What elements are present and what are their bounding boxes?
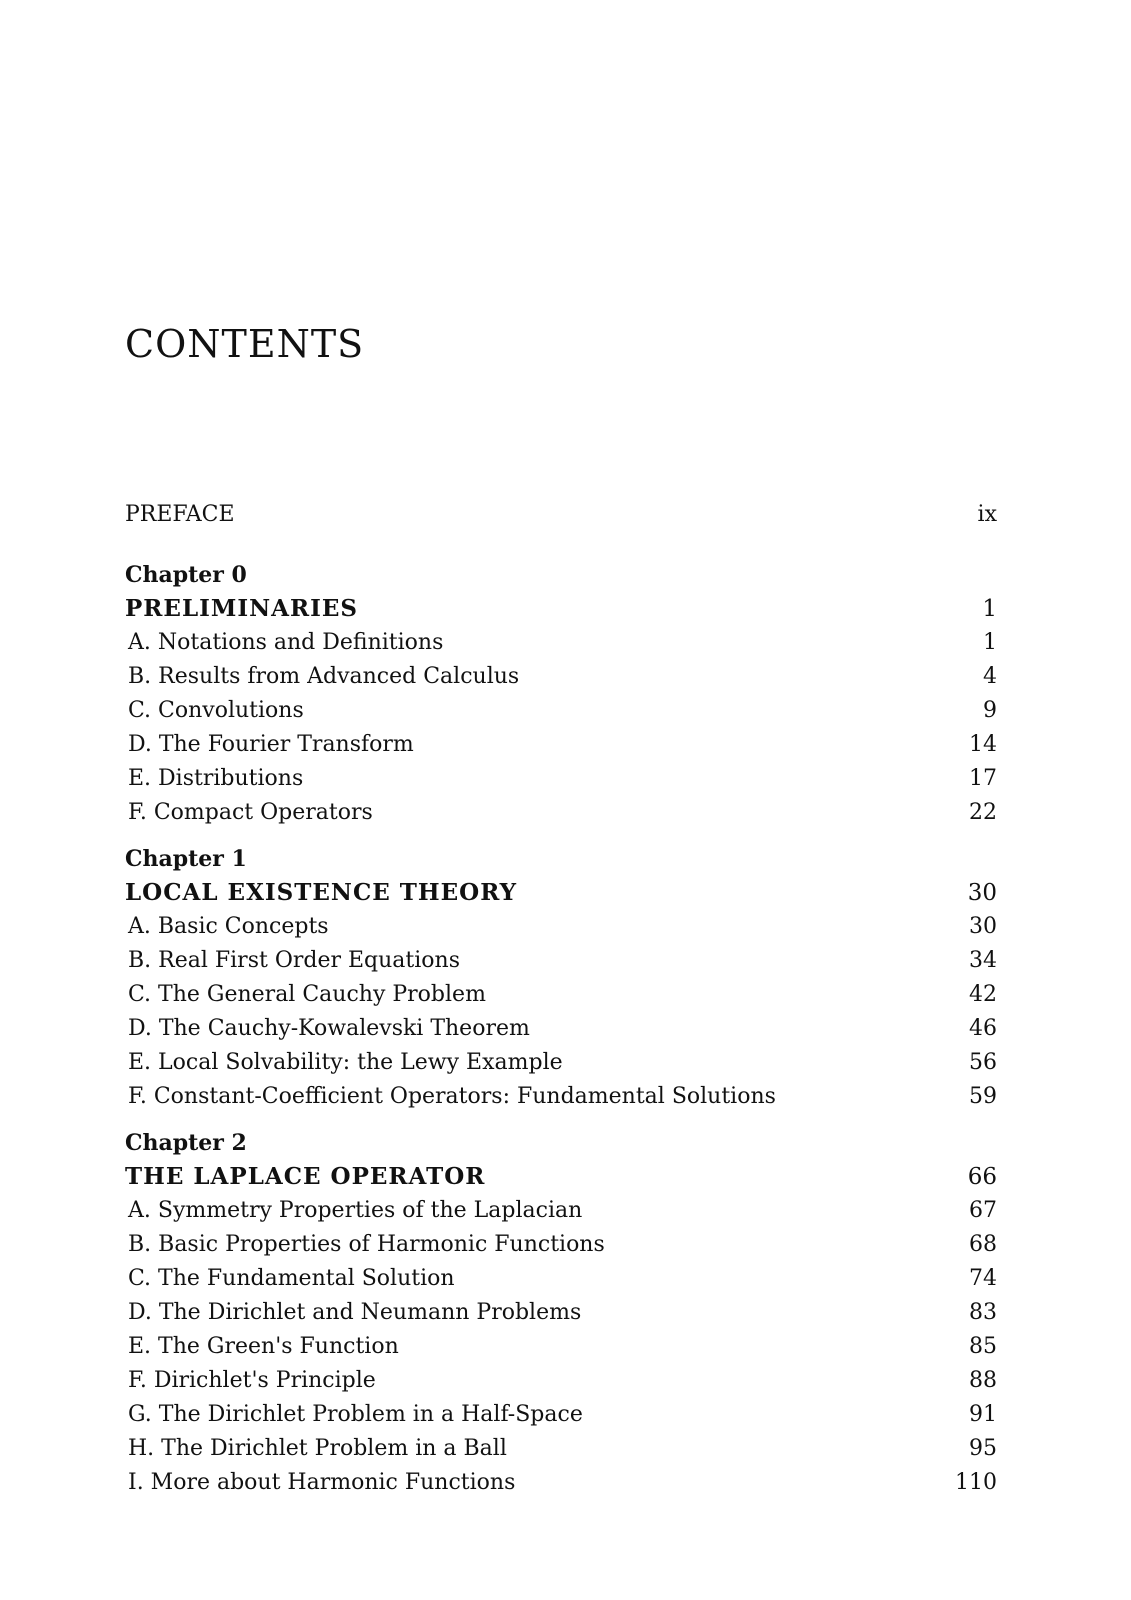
- toc-section-label: A. Symmetry Properties of the Laplacian: [128, 1198, 583, 1223]
- toc-chapter-page: 1: [982, 596, 997, 622]
- toc-section-page: 4: [983, 664, 997, 689]
- toc-section-row: [125, 1466, 997, 1500]
- toc-preface-row: [125, 498, 997, 532]
- toc-section-page: 22: [969, 800, 997, 825]
- toc-section-label: E. The Green's Function: [128, 1334, 399, 1359]
- toc-section-label: B. Real First Order Equations: [128, 948, 460, 973]
- toc-chapter-block: [125, 842, 997, 1114]
- toc-section-page: 91: [969, 1402, 997, 1427]
- toc-section-label: G. The Dirichlet Problem in a Half-Space: [128, 1402, 583, 1427]
- toc-chapter-title: THE LAPLACE OPERATOR: [125, 1163, 486, 1190]
- toc-chapters: [125, 558, 997, 1500]
- toc-preface-page: ix: [977, 502, 997, 527]
- toc-chapter-title: PRELIMINARIES: [125, 595, 358, 622]
- toc-section-page: 83: [969, 1300, 997, 1325]
- toc-section-label: C. The General Cauchy Problem: [128, 982, 486, 1007]
- toc-section-row: [125, 728, 997, 762]
- toc-section-page: 17: [969, 766, 997, 791]
- toc-chapter-page: 66: [967, 1164, 997, 1190]
- toc-chapter-title: LOCAL EXISTENCE THEORY: [125, 879, 518, 906]
- page-title: CONTENTS: [125, 322, 365, 366]
- toc-section-page: 74: [969, 1266, 997, 1291]
- toc-section-page: 59: [969, 1084, 997, 1109]
- toc-section-label: F. Constant-Coefficient Operators: Fundamental Solutions: [128, 1084, 776, 1109]
- toc-section-label: I. More about Harmonic Functions: [128, 1470, 516, 1495]
- toc-section-page: 110: [955, 1470, 997, 1495]
- toc-chapter-block: [125, 1126, 997, 1500]
- toc-section-row: [125, 1296, 997, 1330]
- toc-section-row: [125, 626, 997, 660]
- toc-section-page: 67: [969, 1198, 997, 1223]
- toc-section-row: [125, 762, 997, 796]
- toc-preface-label: PREFACE: [125, 502, 235, 527]
- toc-section-label: E. Local Solvability: the Lewy Example: [128, 1050, 563, 1075]
- toc-chapter-number: Chapter 1: [125, 846, 247, 872]
- toc-section-row: [125, 1194, 997, 1228]
- toc-section-row: [125, 978, 997, 1012]
- toc-section-label: D. The Cauchy-Kowalevski Theorem: [128, 1016, 530, 1041]
- toc-section-row: [125, 944, 997, 978]
- toc-section-label: C. Convolutions: [128, 698, 304, 723]
- toc-section-page: 46: [969, 1016, 997, 1041]
- toc-section-row: [125, 1080, 997, 1114]
- toc-chapter-number: Chapter 2: [125, 1130, 247, 1156]
- toc-section-label: B. Results from Advanced Calculus: [128, 664, 520, 689]
- toc-chapter-page: 30: [967, 880, 997, 906]
- toc-section-row: [125, 796, 997, 830]
- toc-chapter-number-row: [125, 1126, 997, 1160]
- toc-section-row: [125, 1228, 997, 1262]
- toc-chapter-number: Chapter 0: [125, 562, 247, 588]
- toc-section-row: [125, 1046, 997, 1080]
- toc-section-page: 88: [969, 1368, 997, 1393]
- toc-section-page: 30: [969, 914, 997, 939]
- toc-section-label: E. Distributions: [128, 766, 304, 791]
- toc-section-page: 9: [983, 698, 997, 723]
- toc-chapter-block: [125, 558, 997, 830]
- toc-section-label: D. The Dirichlet and Neumann Problems: [128, 1300, 582, 1325]
- toc-section-row: [125, 660, 997, 694]
- toc-section-row: [125, 1364, 997, 1398]
- toc-section-label: A. Notations and Definitions: [128, 630, 444, 655]
- toc-section-page: 95: [969, 1436, 997, 1461]
- toc-chapter-number-row: [125, 842, 997, 876]
- toc-section-label: B. Basic Properties of Harmonic Functions: [128, 1232, 605, 1257]
- toc-section-page: 68: [969, 1232, 997, 1257]
- toc-chapter-number-row: [125, 558, 997, 592]
- toc-section-row: [125, 1262, 997, 1296]
- table-of-contents: [125, 498, 997, 1512]
- toc-section-row: [125, 694, 997, 728]
- toc-section-row: [125, 1398, 997, 1432]
- toc-section-label: F. Compact Operators: [128, 800, 373, 825]
- toc-chapter-title-row: [125, 592, 997, 626]
- toc-section-page: 56: [969, 1050, 997, 1075]
- toc-section-label: D. The Fourier Transform: [128, 732, 414, 757]
- toc-section-page: 34: [969, 948, 997, 973]
- toc-section-page: 42: [969, 982, 997, 1007]
- toc-section-page: 85: [969, 1334, 997, 1359]
- toc-section-row: [125, 1330, 997, 1364]
- toc-section-row: [125, 910, 997, 944]
- toc-chapter-title-row: [125, 1160, 997, 1194]
- toc-chapter-title-row: [125, 876, 997, 910]
- toc-section-label: C. The Fundamental Solution: [128, 1266, 455, 1291]
- toc-section-row: [125, 1432, 997, 1466]
- toc-section-page: 1: [983, 630, 997, 655]
- toc-section-label: F. Dirichlet's Principle: [128, 1368, 376, 1393]
- toc-section-row: [125, 1012, 997, 1046]
- toc-section-page: 14: [969, 732, 997, 757]
- toc-section-label: A. Basic Concepts: [128, 914, 329, 939]
- toc-section-label: H. The Dirichlet Problem in a Ball: [128, 1436, 507, 1461]
